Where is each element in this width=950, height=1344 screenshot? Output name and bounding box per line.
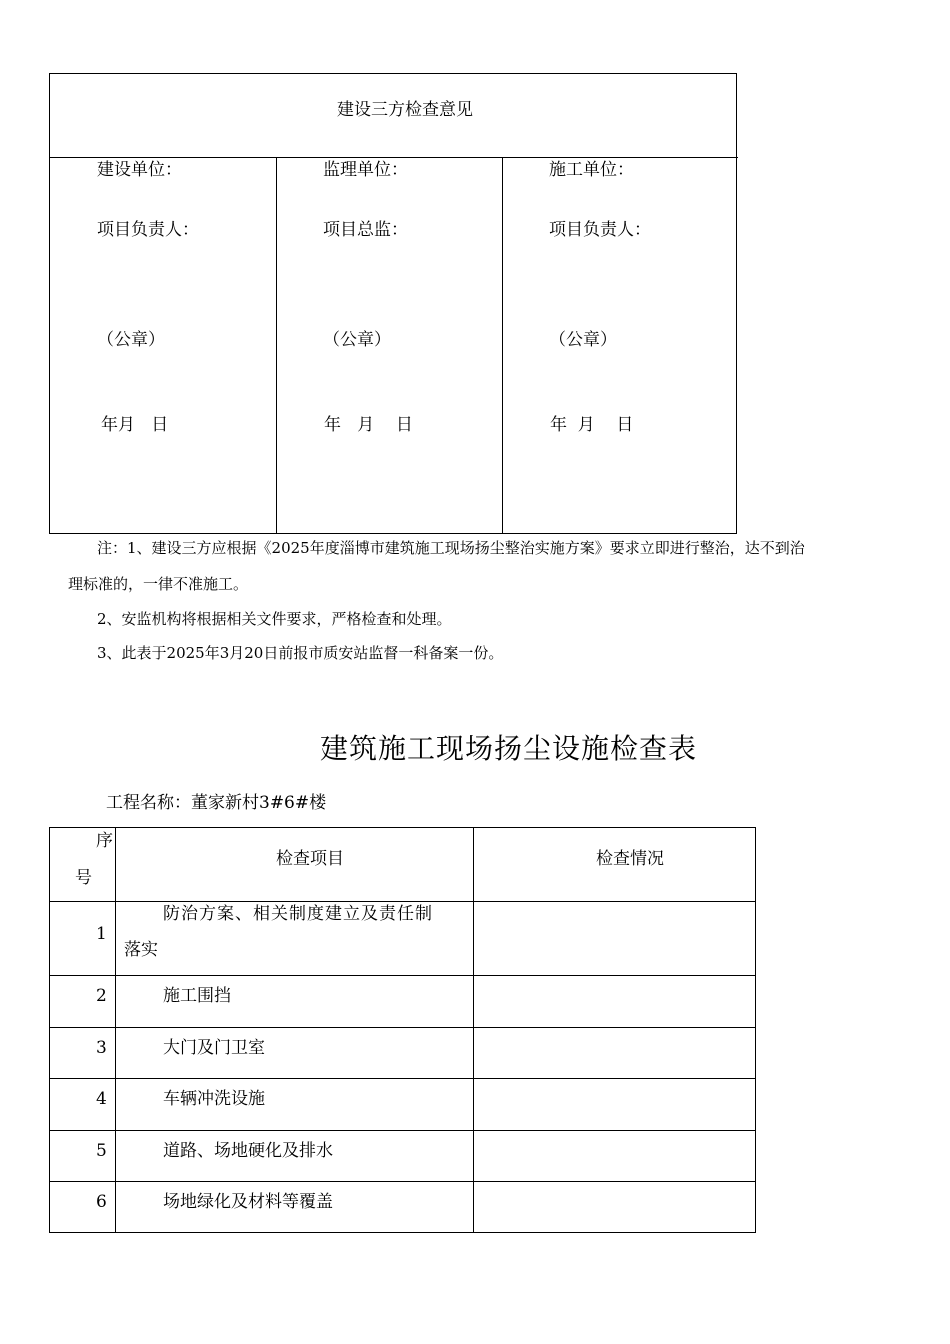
inspection-item: 施工围挡 bbox=[163, 986, 231, 1006]
row-divider bbox=[49, 975, 756, 976]
column-divider bbox=[473, 827, 474, 1233]
date-label: 年 月 日 bbox=[324, 415, 413, 435]
construction-unit-label: 建设单位： bbox=[97, 160, 182, 180]
column-divider bbox=[115, 827, 116, 1233]
row-number: 6 bbox=[96, 1192, 107, 1212]
item-header: 检查项目 bbox=[276, 849, 344, 869]
table-divider bbox=[49, 157, 738, 158]
note-2: 2、安监机构将根据相关文件要求，严格检查和处理。 bbox=[97, 610, 452, 628]
official-seal-label: （公章） bbox=[549, 330, 617, 350]
row-divider bbox=[49, 1078, 756, 1079]
inspection-item: 防治方案、相关制度建立及责任制 bbox=[163, 904, 433, 924]
inspection-item: 道路、场地硬化及排水 bbox=[163, 1141, 333, 1161]
project-manager-label: 项目负责人： bbox=[549, 220, 651, 240]
note-3: 3、此表于2025年3月20日前报市质安站监督一科备案一份。 bbox=[97, 644, 504, 662]
row-divider bbox=[49, 1130, 756, 1131]
official-seal-label: （公章） bbox=[323, 330, 391, 350]
inspection-item: 车辆冲洗设施 bbox=[163, 1089, 265, 1109]
row-divider bbox=[49, 901, 756, 902]
inspection-item: 大门及门卫室 bbox=[163, 1038, 265, 1058]
row-number: 3 bbox=[96, 1038, 107, 1058]
row-divider bbox=[49, 1181, 756, 1182]
row-number: 2 bbox=[96, 986, 107, 1006]
row-number: 5 bbox=[96, 1141, 107, 1161]
official-seal-label: （公章） bbox=[97, 330, 165, 350]
seq-header: 序 bbox=[96, 831, 113, 851]
opinion-table bbox=[49, 73, 737, 534]
row-number: 4 bbox=[96, 1089, 107, 1109]
project-manager-label: 项目负责人： bbox=[97, 220, 199, 240]
date-label: 年 月 日 bbox=[550, 415, 634, 435]
date-label: 年月 日 bbox=[101, 415, 169, 435]
project-name: 工程名称：董家新村3#6#楼 bbox=[106, 793, 327, 813]
opinion-heading: 建设三方检查意见 bbox=[337, 100, 473, 120]
column-divider bbox=[276, 157, 277, 534]
inspection-table bbox=[49, 827, 756, 1233]
page-title: 建筑施工现场扬尘设施检查表 bbox=[320, 732, 698, 765]
column-divider bbox=[502, 157, 503, 534]
inspection-item-continued: 落实 bbox=[124, 940, 158, 960]
seq-header-continued: 号 bbox=[75, 868, 92, 888]
chief-supervisor-label: 项目总监： bbox=[323, 220, 408, 240]
row-number: 1 bbox=[96, 924, 107, 944]
supervision-unit-label: 监理单位： bbox=[323, 160, 408, 180]
note-1: 注：1、建设三方应根据《2025年度淄博市建筑施工现场扬尘整治实施方案》要求立即进行整治，达不到治 bbox=[97, 539, 805, 557]
row-divider bbox=[49, 1027, 756, 1028]
contractor-unit-label: 施工单位： bbox=[549, 160, 634, 180]
status-header: 检查情况 bbox=[596, 849, 664, 869]
note-1-continued: 理标准的，一律不准施工。 bbox=[68, 575, 249, 593]
inspection-item: 场地绿化及材料等覆盖 bbox=[163, 1192, 333, 1212]
